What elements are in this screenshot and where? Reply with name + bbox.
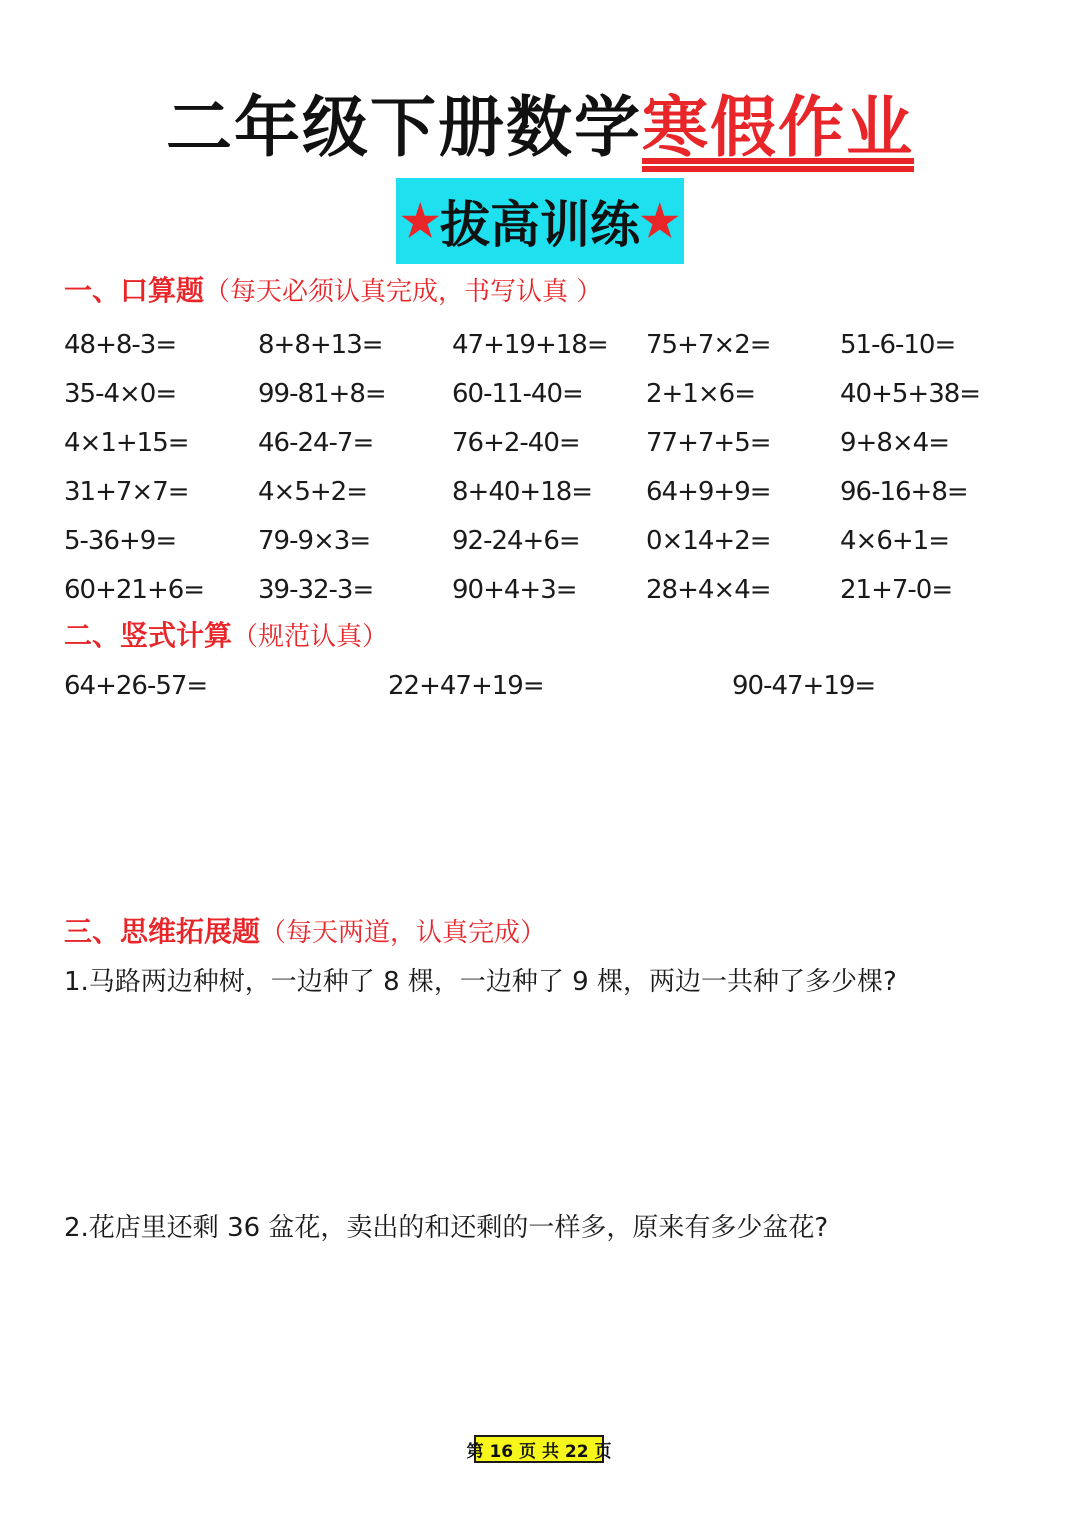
section-note: （每天必须认真完成，书写认真 ）: [204, 277, 603, 307]
math-problem: 4×1+15=: [64, 427, 189, 458]
math-problem: 47+19+18=: [452, 329, 608, 360]
math-problem: 2+1×6=: [646, 378, 755, 409]
math-problem: 90+4+3=: [452, 574, 577, 605]
math-problem: 35-4×0=: [64, 378, 177, 409]
section-heading-vertical-calc: [64, 616, 388, 657]
math-problem: 46-24-7=: [258, 427, 374, 458]
star-icon: ★: [640, 195, 680, 247]
math-problem: 99-81+8=: [258, 378, 386, 409]
vertical-calc-row: [64, 666, 1064, 706]
math-problem: 4×5+2=: [258, 476, 367, 507]
word-problem: 2.花店里还剩 36 盆花，卖出的和还剩的一样多，原来有多少盆花?: [64, 1213, 829, 1243]
banner: [396, 178, 684, 264]
title-main: 二年级下册数学: [166, 89, 642, 166]
math-problem: 5-36+9=: [64, 525, 177, 556]
section-title: 二、竖式计算: [64, 619, 233, 652]
math-problem: 28+4×4=: [646, 574, 771, 605]
math-problem: 96-16+8=: [840, 476, 968, 507]
section-note: （每天两道，认真完成）: [260, 918, 547, 948]
math-problem: 90-47+19=: [732, 671, 876, 701]
section-title: 三、思维拓展题: [64, 915, 261, 948]
math-problem: 40+5+38=: [840, 378, 981, 409]
math-problem: 77+7+5=: [646, 427, 771, 458]
math-problem: 39-32-3=: [258, 574, 374, 605]
section-note: （规范认真）: [232, 622, 389, 652]
math-problem: 92-24+6=: [452, 525, 580, 556]
banner-text: 拔高训练: [440, 195, 640, 254]
math-problem: 75+7×2=: [646, 329, 771, 360]
math-problem: 64+26-57=: [64, 671, 208, 701]
title-highlight: 寒假作业: [642, 89, 914, 166]
math-problem: 31+7×7=: [64, 476, 189, 507]
page-number-badge: 第 16 页 共 22 页: [474, 1435, 604, 1463]
math-problem: 51-6-10=: [840, 329, 956, 360]
math-problem: 8+8+13=: [258, 329, 383, 360]
math-problem: 22+47+19=: [388, 671, 544, 701]
math-problem: 8+40+18=: [452, 476, 593, 507]
math-problem: 21+7-0=: [840, 574, 953, 605]
section-heading-mental-math: [64, 271, 602, 312]
section-heading-thinking: [64, 912, 546, 953]
math-problem: 4×6+1=: [840, 525, 949, 556]
word-problem: 1.马路两边种树，一边种了 8 棵，一边种了 9 棵，两边一共种了多少棵?: [64, 967, 897, 997]
math-problem: 79-9×3=: [258, 525, 371, 556]
math-problem: 60+21+6=: [64, 574, 205, 605]
section-title: 一、口算题: [64, 274, 205, 307]
math-problem: 9+8×4=: [840, 427, 949, 458]
math-problem: 48+8-3=: [64, 329, 177, 360]
math-problem: 0×14+2=: [646, 525, 771, 556]
mental-math-grid: [64, 320, 1064, 614]
star-icon: ★: [400, 195, 440, 247]
page-title: [0, 86, 1080, 170]
math-problem: 76+2-40=: [452, 427, 580, 458]
math-problem: 60-11-40=: [452, 378, 583, 409]
math-problem: 64+9+9=: [646, 476, 771, 507]
